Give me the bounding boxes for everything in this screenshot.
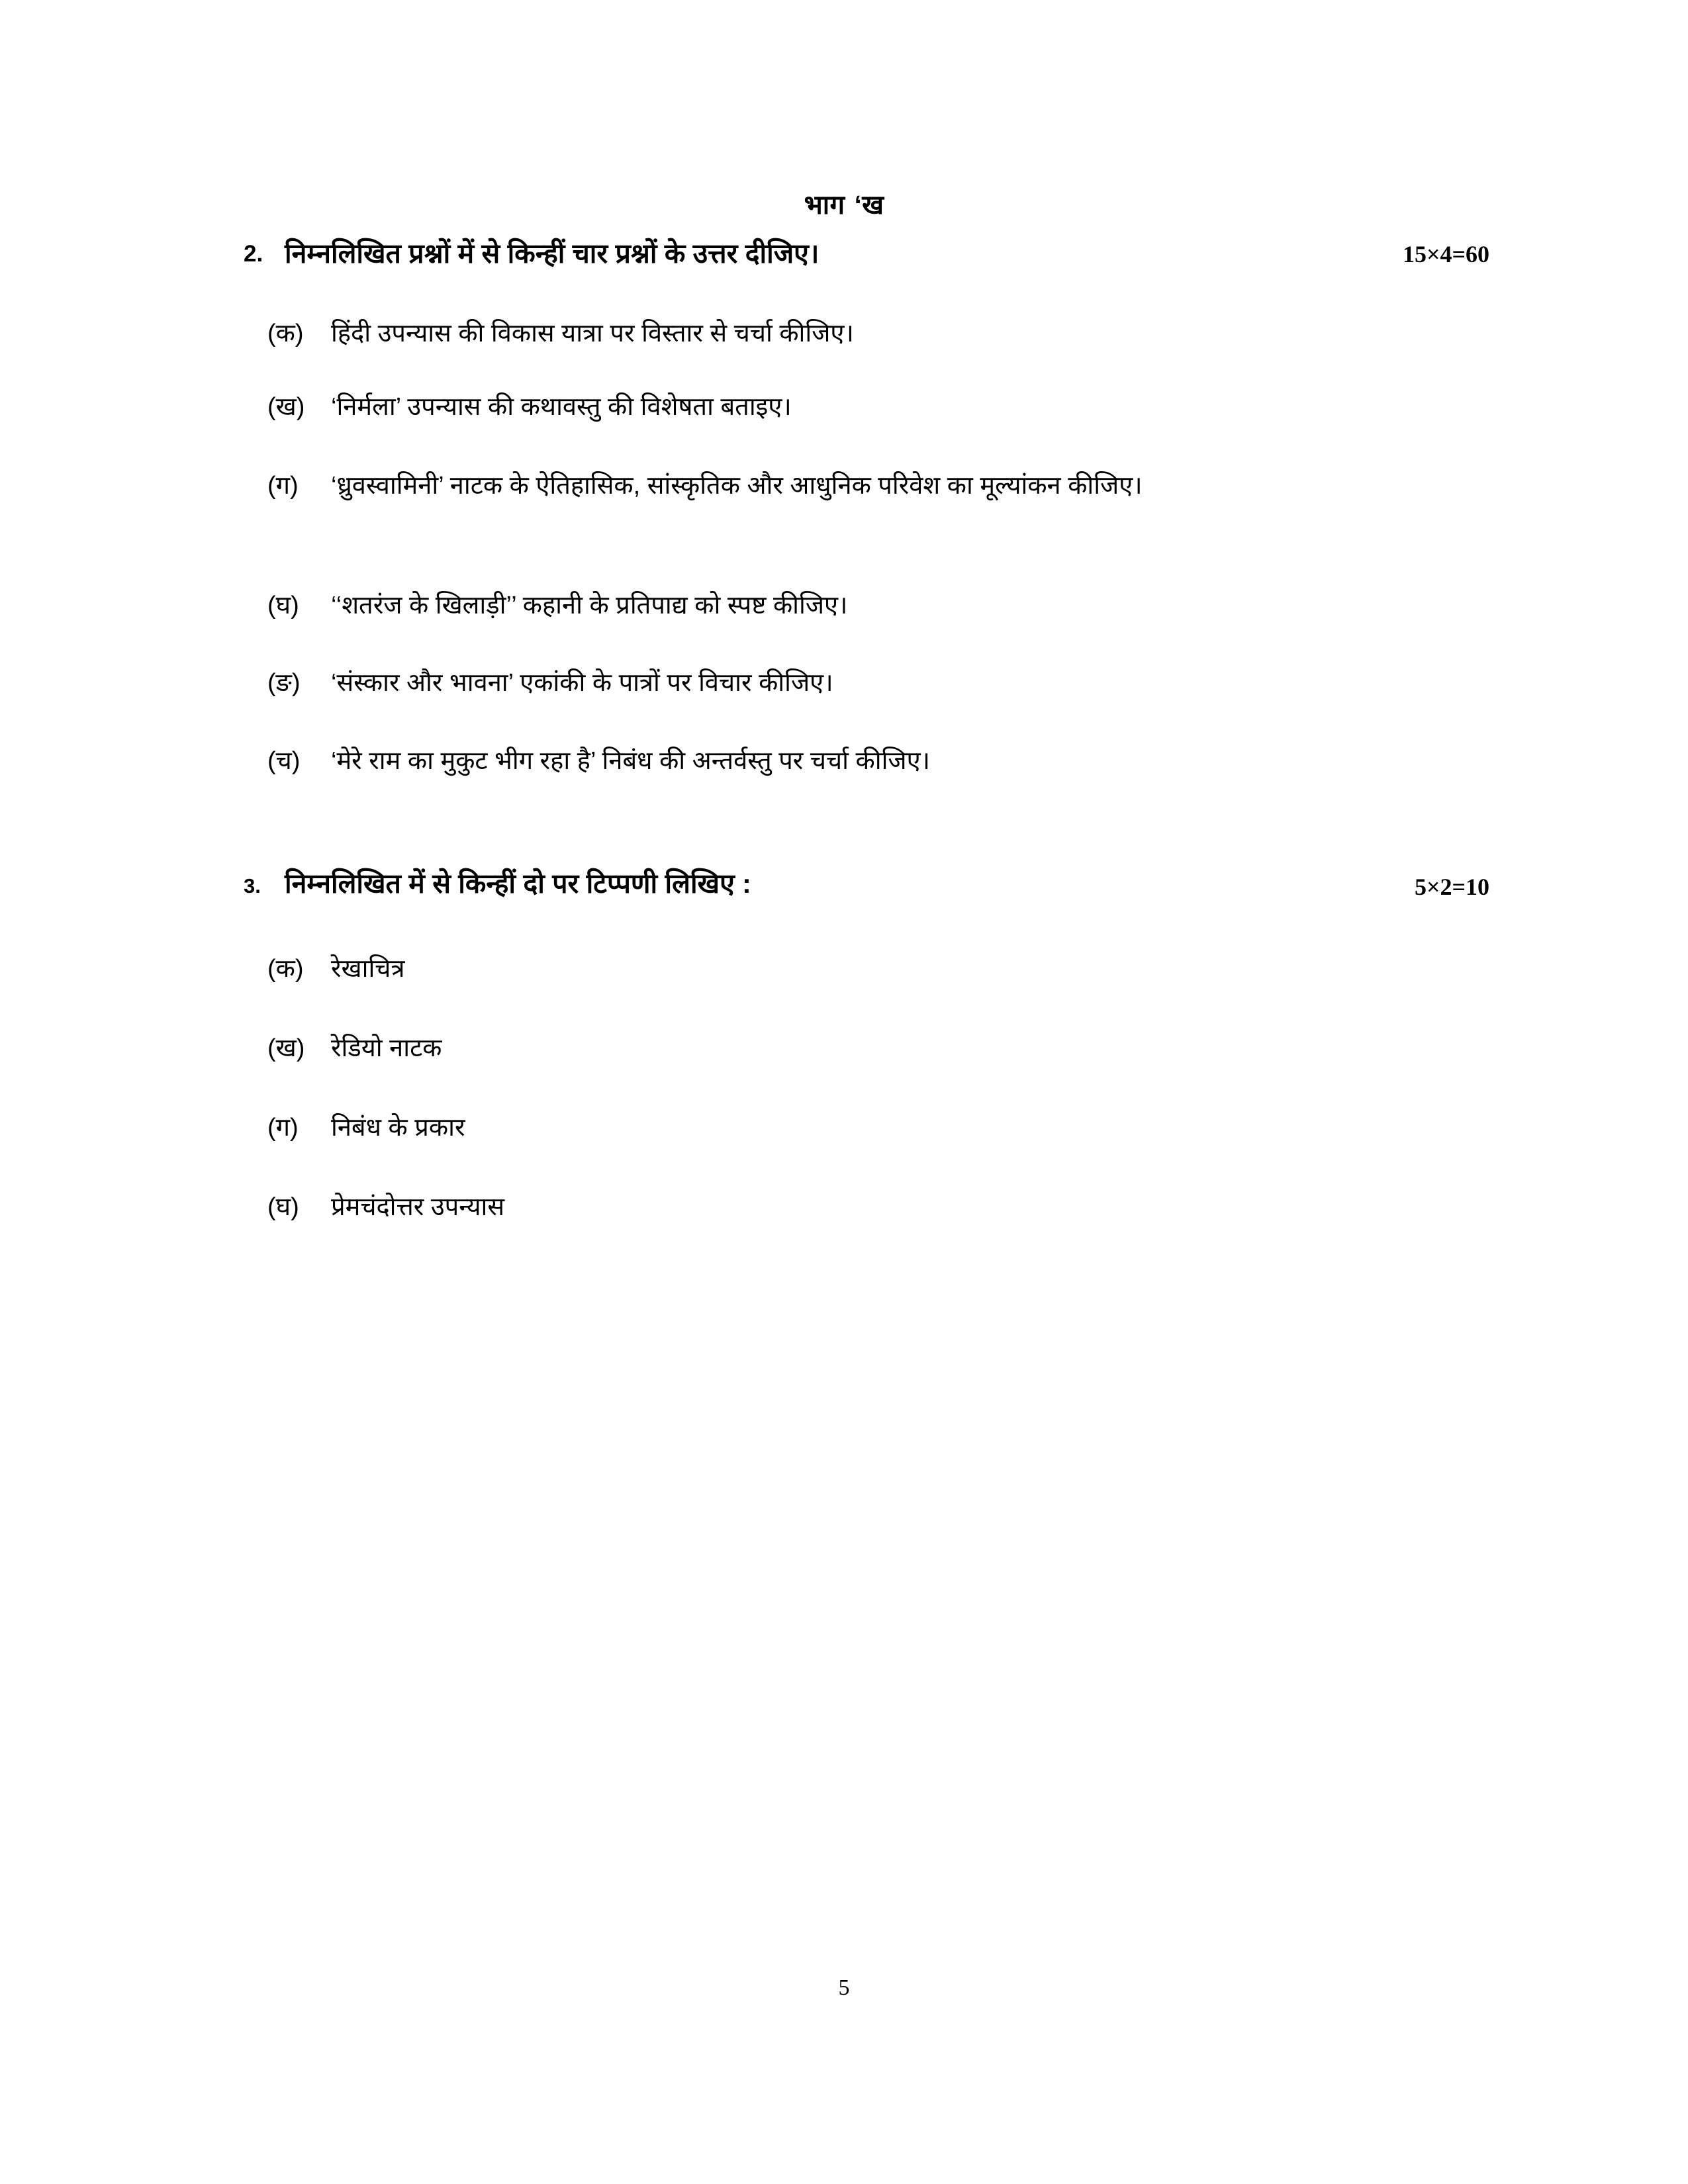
question-2-item-ga xyxy=(0,468,1688,504)
question-2-item-cha-text: ‘मेरे राम का मुकुट भीग रहा है’ निबंध की अन्तर्वस्तु पर चर्चा कीजिए। xyxy=(331,747,931,775)
question-2-item-gha-text: ‘‘शतरंज के खिलाड़ी’’ कहानी के प्रतिपाद्य को स्पष्ट कीजिए। xyxy=(331,592,848,619)
question-2-item-cha xyxy=(0,743,1688,780)
question-2-item-nga-label: (ङ) xyxy=(267,669,301,697)
question-2-item-cha-label: (च) xyxy=(267,747,301,775)
question-2-item-nga xyxy=(0,665,1688,702)
question-2-title: निम्नलिखित प्रश्नों में से किन्हीं चार प्रश्नों के उत्तर दीजिए। xyxy=(285,238,820,269)
question-3-number: 3. xyxy=(244,874,261,897)
question-2-item-ga-text: ‘ध्रुवस्वामिनी’ नाटक के ऐतिहासिक, सांस्कृतिक और आधुनिक परिवेश का मूल्यांकन कीजिए। xyxy=(331,472,1143,500)
question-3-item-ka-label: (क) xyxy=(267,955,304,983)
question-3-item-ga-text: निबंध के प्रकार xyxy=(331,1114,465,1142)
part-heading xyxy=(0,191,1688,220)
question-2-item-nga-text: ‘संस्कार और भावना’ एकांकी के पात्रों पर विचार कीजिए। xyxy=(331,669,833,697)
question-3-item-kha xyxy=(0,1030,1688,1067)
question-2-item-gha xyxy=(0,588,1688,624)
question-2-item-ga-label: (ग) xyxy=(267,472,299,500)
question-3-item-kha-text: रेडियो नाटक xyxy=(331,1034,442,1062)
question-3-item-gha-label: (घ) xyxy=(267,1193,299,1221)
question-3-title: निम्नलिखित में से किन्हीं दो पर टिप्पणी लिखिए : xyxy=(285,868,751,899)
question-3-item-ga xyxy=(0,1110,1688,1146)
question-3-marks: 5×2=10 xyxy=(1414,874,1489,900)
question-2-item-kha xyxy=(0,389,1688,426)
question-2-item-gha-label: (घ) xyxy=(267,592,299,619)
question-3 xyxy=(0,866,1688,902)
question-3-item-ka xyxy=(0,951,1688,987)
question-3-item-kha-label: (ख) xyxy=(267,1034,305,1062)
question-2-marks: 15×4=60 xyxy=(1402,241,1489,267)
page-number: 5 xyxy=(838,1976,850,2000)
question-2 xyxy=(0,236,1688,272)
part-heading-word: भाग xyxy=(804,191,845,220)
question-3-item-gha-text: प्रेमचंदोत्तर उपन्यास xyxy=(331,1193,505,1221)
question-2-item-ka xyxy=(0,316,1688,352)
question-2-item-ka-text: हिंदी उपन्यास की विकास यात्रा पर विस्तार से चर्चा कीजिए। xyxy=(331,320,854,347)
question-3-item-ga-label: (ग) xyxy=(267,1114,299,1142)
part-heading-letter: ‘ख xyxy=(854,191,884,220)
question-3-item-ka-text: रेखाचित्र xyxy=(331,955,405,983)
question-2-item-kha-label: (ख) xyxy=(267,393,305,421)
question-2-item-ka-label: (क) xyxy=(267,320,304,347)
question-3-item-gha xyxy=(0,1189,1688,1226)
question-2-number: 2. xyxy=(244,241,263,267)
question-2-item-kha-text: ‘निर्मला’ उपन्यास की कथावस्तु की विशेषता बताइए। xyxy=(331,393,792,421)
